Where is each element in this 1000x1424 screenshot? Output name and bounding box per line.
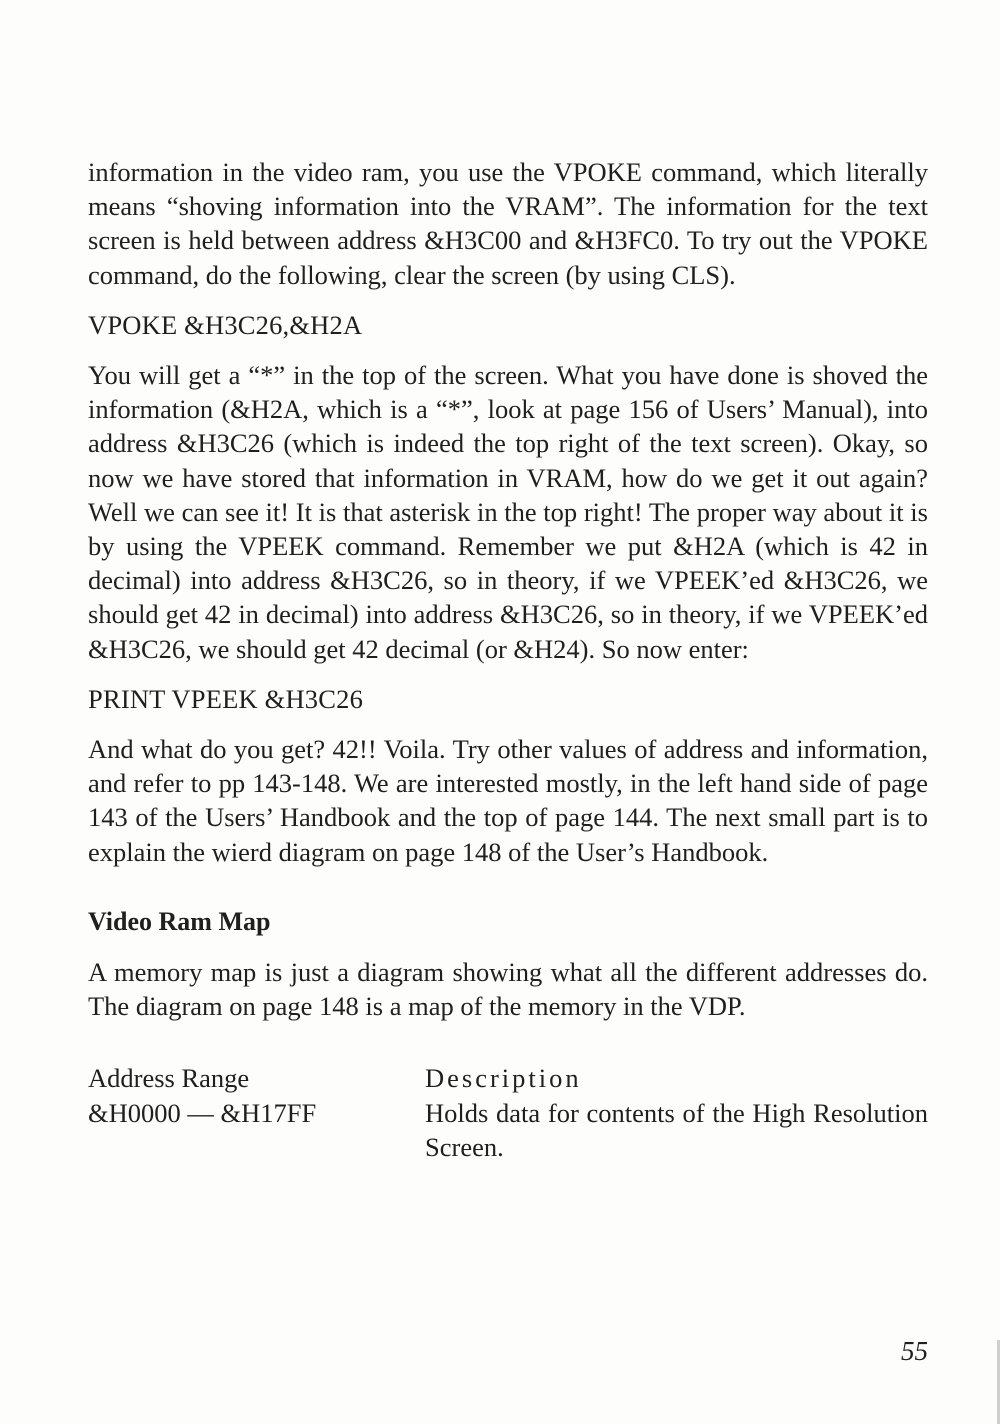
table-row <box>88 1096 928 1164</box>
paragraph-memory-map: A memory map is just a diagram showing what all the different addresses do. The diagram on page 148 is a map of the memory in the VDP. <box>88 957 928 1022</box>
section-heading: Video Ram Map <box>88 906 271 936</box>
page-body <box>88 155 928 1164</box>
column-header-address-range: Address Range <box>88 1063 250 1094</box>
page-number: 55 <box>901 1336 928 1366</box>
paragraph-voila: And what do you get? 42!! Voila. Try other values of address and information, and refer to pp 143-148. We are interested mostly, in the left hand side of page 143 of the Users’ Handbook and the top of page 144. The next small part is to explain the wierd diagram on page 148 of the User’s Handbook. <box>88 734 928 867</box>
table-header-row <box>88 1061 928 1095</box>
paragraph-vpoke-intro: information in the video ram, you use the VPOKE command, which literally means “shoving information into the VRAM”. The information for the text screen is held between address &H3C00 and &H3FC0. To try out the VPOKE command, do the following, clear the screen (by using CLS). <box>88 157 928 290</box>
code-line-vpoke: VPOKE &H3C26,&H2A <box>88 309 363 340</box>
cell-address-range: &H0000 — &H17FF <box>88 1097 317 1128</box>
code-line-print-vpeek: PRINT VPEEK &H3C26 <box>88 683 364 714</box>
column-header-description: Description <box>425 1063 582 1094</box>
cell-description: Holds data for contents of the High Resolution Screen. <box>425 1097 928 1162</box>
paragraph-vpeek-explanation: You will get a “*” in the top of the screen. What you have done is shoved the information (&H2A, which is a “*”, look at page 156 of Users’ Manual), into address &H3C26 (which is indeed the top right of the text screen). Okay, so now we have stored that information in VRAM, how do we get it out again? Well we can see it! It is that asterisk in the top right! The proper way about it is by using the VPEEK command. Remember we put &H2A (which is 42 in decimal) into address &H3C26, so in theory, if we VPEEK’ed &H3C26, we should get 42 in decimal) into address &H3C26, so in theory, if we VPEEK’ed &H3C26, we should get 42 decimal (or &H24). So now enter: <box>88 360 928 664</box>
address-table <box>88 1061 928 1164</box>
